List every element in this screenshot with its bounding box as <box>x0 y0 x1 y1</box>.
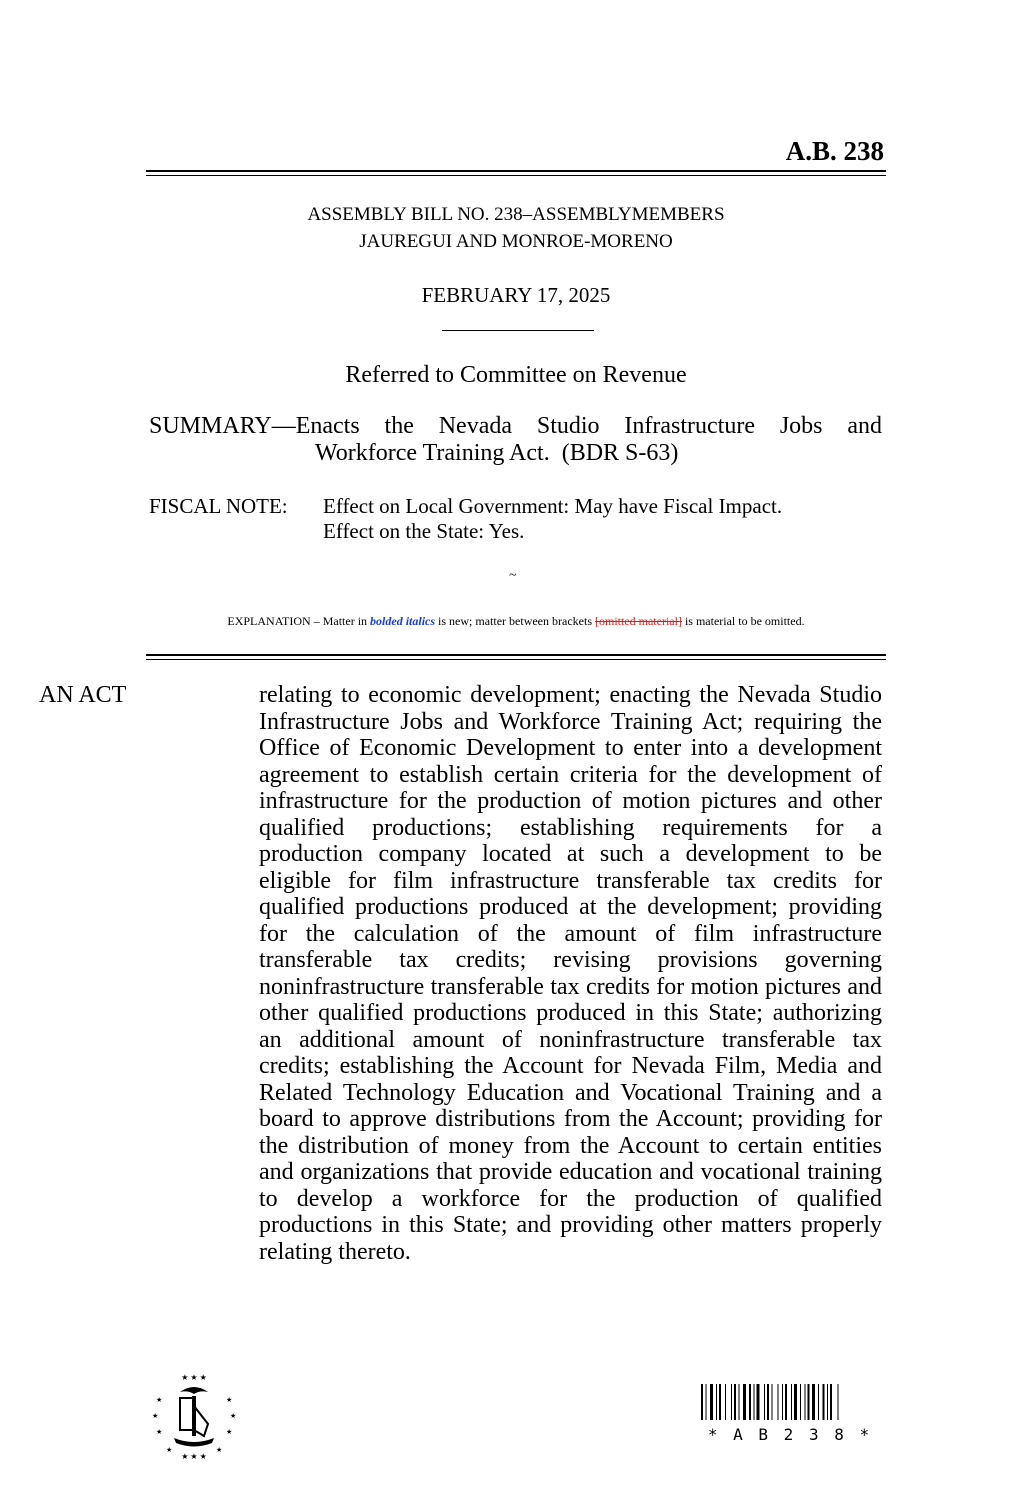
barcode-text: * A B 2 3 8 * <box>707 1425 873 1444</box>
barcode-bar <box>749 1384 751 1420</box>
act-body <box>39 682 882 1265</box>
fiscal-note-state: Effect on the State: Yes. <box>323 519 525 543</box>
barcode-icon <box>701 1384 879 1420</box>
barcode-bar <box>800 1384 801 1420</box>
section-mark: ~ <box>509 568 517 583</box>
svg-text:★ ★ ★: ★ ★ ★ <box>181 1373 207 1382</box>
bill-number: A.B. 238 <box>785 136 884 166</box>
svg-text:★: ★ <box>166 1446 173 1454</box>
barcode-bar <box>830 1384 832 1420</box>
barcode-bar <box>827 1384 828 1420</box>
summary-word: Studio <box>536 413 600 439</box>
header-divider <box>146 170 886 176</box>
barcode-bar <box>719 1384 721 1420</box>
barcode-bar <box>782 1384 783 1420</box>
summary-word: Jobs <box>779 413 823 439</box>
bill-date-text: FEBRUARY 17, 2025 <box>421 283 611 307</box>
date-underline <box>442 330 594 331</box>
explanation-prefix: EXPLANATION – Matter in <box>227 614 368 628</box>
barcode-bar <box>706 1384 707 1420</box>
barcode-bar <box>754 1384 755 1420</box>
bill-title-line1 <box>146 204 886 226</box>
svg-text:★ ★ ★: ★ ★ ★ <box>181 1452 207 1460</box>
act-text: relating to economic development; enacting the Nevada Studio Infrastructure Jobs and Workforce Training Act; requiring the Office of Economic Development to enter into a development agreement to establish certain criteria for the development of infrastructure for the production of motion pictures and other qualified productions; establishing requirements for a production company located at such a development to be eligible for film infrastructure transferable tax credits for qualified productions produced at the development; providing for the calculation of the amount of film infrastructure transferable tax credits; revising provisions governing noninfrastructure transferable tax credits for motion pictures and other qualified productions produced in this State; authorizing an additional amount of noninfrastructure transferable tax credits; establishing the Account for Nevada Film, Media and Related Technology Education and Vocational Training and a board to approve distributions from the Account; providing for the distribution of money from the Account to certain entities and organizations that provide education and vocational training to develop a workforce for the production of qualified productions in this State; and providing other matters properly relating thereto. <box>259 682 882 1265</box>
barcode-bar <box>823 1384 825 1420</box>
fiscal-note-line1 <box>149 494 889 519</box>
explanation <box>146 614 886 629</box>
barcode-bar <box>794 1384 797 1420</box>
fiscal-note-local: Effect on Local Government: May have Fiscal Impact. <box>323 494 783 518</box>
summary-word: Infrastructure <box>624 413 755 439</box>
svg-text:★: ★ <box>156 1396 163 1404</box>
summary-line1 <box>149 413 882 440</box>
barcode-bar <box>791 1384 792 1420</box>
barcode-bar <box>767 1384 769 1420</box>
explanation-middle: is new; matter between brackets <box>438 614 592 628</box>
fiscal-note <box>149 494 889 544</box>
barcode-bar <box>818 1384 819 1420</box>
bill-title-line1-text: ASSEMBLY BILL NO. 238–ASSEMBLYMEMBERS <box>307 204 725 225</box>
committee-referral: Referred to Committee on Revenue <box>345 362 687 388</box>
barcode-bar <box>701 1384 703 1420</box>
barcode-bar <box>757 1384 760 1420</box>
barcode-bar <box>785 1384 787 1420</box>
bill-title-line2-text: JAUREGUI AND MONROE-MORENO <box>359 231 673 252</box>
barcode-bar <box>739 1384 740 1420</box>
explanation-omitted: [omitted material] <box>594 614 682 628</box>
summary-line2: Workforce Training Act. (BDR S-63) <box>315 440 679 466</box>
act-lead: AN ACT <box>39 682 127 708</box>
barcode-bar <box>743 1384 746 1420</box>
summary <box>149 413 882 467</box>
act-title <box>39 682 882 1265</box>
explanation-new-matter: bolded italics <box>370 614 436 628</box>
svg-text:★: ★ <box>152 1412 159 1420</box>
barcode-bar <box>734 1384 736 1420</box>
summary-label: SUMMARY—Enacts <box>149 413 360 439</box>
barcode-bar <box>812 1384 815 1420</box>
nevada-seal-icon <box>150 1372 238 1460</box>
barcode-bar <box>731 1384 732 1420</box>
explanation-suffix: is material to be omitted. <box>684 614 805 628</box>
barcode-bar <box>805 1384 806 1420</box>
svg-text:★: ★ <box>226 1396 233 1404</box>
bill-date <box>146 283 886 308</box>
barcode-bar <box>764 1384 765 1420</box>
svg-text:★: ★ <box>216 1446 223 1454</box>
barcode-bar <box>808 1384 810 1420</box>
barcode-bar <box>838 1384 839 1420</box>
fiscal-note-label: FISCAL NOTE: <box>149 494 288 518</box>
svg-text:★: ★ <box>156 1428 163 1436</box>
barcode-bar <box>778 1384 779 1420</box>
svg-text:★: ★ <box>226 1428 233 1436</box>
summary-word: and <box>847 413 882 439</box>
summary-word: the <box>384 413 414 439</box>
barcode-bar <box>725 1384 726 1420</box>
barcode-bar <box>716 1384 717 1420</box>
barcode-bar <box>772 1384 773 1420</box>
svg-text:★: ★ <box>230 1412 237 1420</box>
summary-word: Nevada <box>438 413 512 439</box>
explanation-divider <box>146 654 886 660</box>
bill-title-line2 <box>146 231 886 253</box>
barcode-bar <box>710 1384 713 1420</box>
